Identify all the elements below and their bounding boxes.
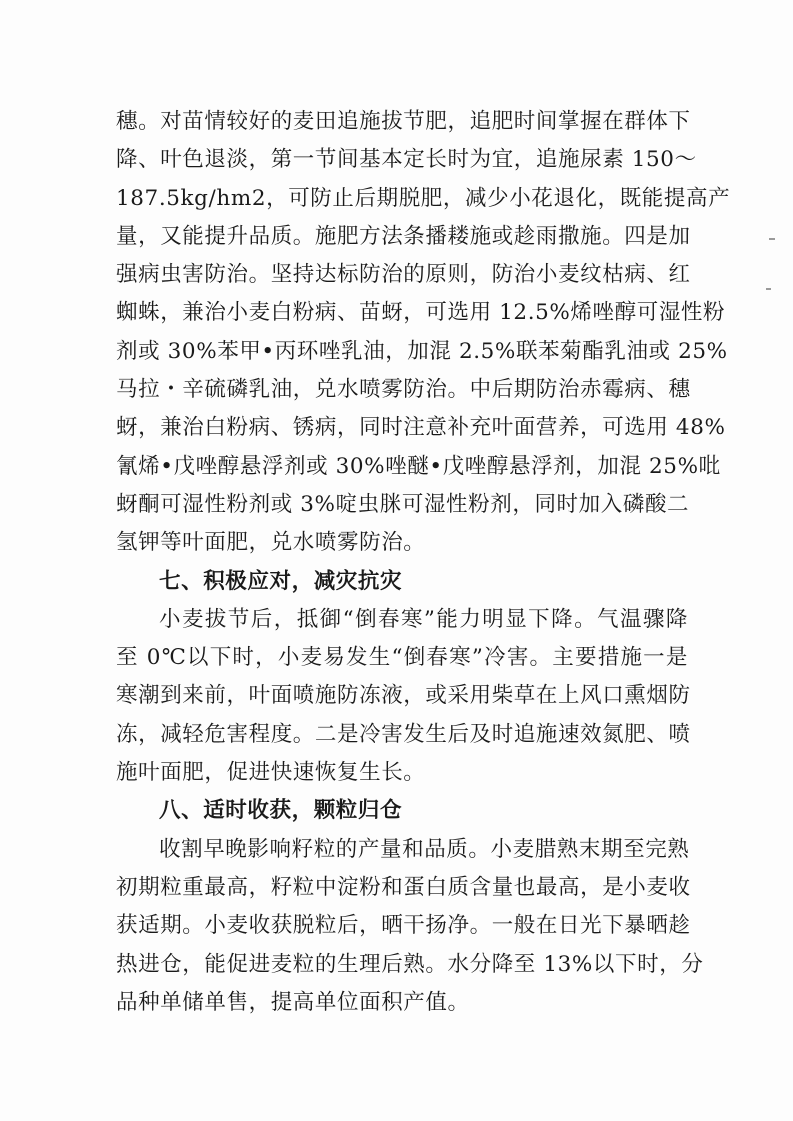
paragraph-line: 寒潮到来前，叶面喷施防冻液，或采用柴草在上风口熏烟防 [116,683,691,709]
paragraph-line: 蚜，兼治白粉病、锈病，同时注意补充叶面营养，可选用 48% [116,415,726,441]
paragraph-line: 初期粒重最高，籽粒中淀粉和蛋白质含量也最高，是小麦收 [116,874,691,900]
paragraph-line: 至 0℃以下时，小麦易发生“倒春寒”冷害。主要措施一是 [116,645,688,671]
paragraph-line: 187.5kg/hm2，可防止后期脱肥，减少小花退化，既能提高产 [116,185,731,211]
scan-mark [766,288,771,290]
paragraph-line: 剂或 30%苯甲•丙环唑乳油，加混 2.5%联苯菊酯乳油或 25% [116,338,728,364]
paragraph-line: 蜘蛛，兼治小麦白粉病、苗蚜，可选用 12.5%烯唑醇可湿性粉 [116,300,726,326]
paragraph-line: 蚜酮可湿性粉剂或 3%啶虫脒可湿性粉剂，同时加入磷酸二 [116,491,690,517]
paragraph-line: 获适期。小麦收获脱粒后，晒干扬净。一般在日光下暴晒趁 [116,913,691,939]
paragraph-line: 氰烯•戊唑醇悬浮剂或 30%唑醚•戊唑醇悬浮剂，加混 25%吡 [116,453,721,479]
paragraph-line: 施叶面肥，促进快速恢复生长。 [116,760,426,786]
paragraph-line: 量，又能提升品质。施肥方法条播耧施或趁雨撒施。四是加 [116,223,691,249]
paragraph-line: 马拉・辛硫磷乳油，兑水喷雾防治。中后期防治赤霉病、穗 [116,377,691,403]
paragraph-line: 收割早晚影响籽粒的产量和品质。小麦腊熟末期至完熟 [159,836,690,862]
paragraph-line: 冻，减轻危害程度。二是冷害发生后及时追施速效氮肥、喷 [116,721,691,747]
paragraph-line: 小麦拔节后，抵御“倒春寒”能力明显下降。气温骤降 [159,606,688,632]
paragraph-line: 品种单储单售，提高单位面积产值。 [116,989,470,1015]
section-heading-7: 七、积极应对，减灾抗灾 [159,568,403,594]
scan-mark [769,238,775,240]
body-text [116,103,731,1022]
section-heading-8: 八、适时收获，颗粒归仓 [159,798,403,824]
paragraph-line: 热进仓，能促进麦粒的生理后熟。水分降至 13%以下时，分 [116,951,704,977]
paragraph-line: 氢钾等叶面肥，兑水喷雾防治。 [116,530,426,556]
paragraph-line: 穗。对苗情较好的麦田追施拔节肥，追肥时间掌握在群体下 [116,109,691,134]
paragraph-line: 强病虫害防治。坚持达标防治的原则，防治小麦纹枯病、红 [116,262,691,288]
paragraph-line: 降、叶色退淡，第一节间基本定长时为宜，追施尿素 150～ [116,147,697,173]
